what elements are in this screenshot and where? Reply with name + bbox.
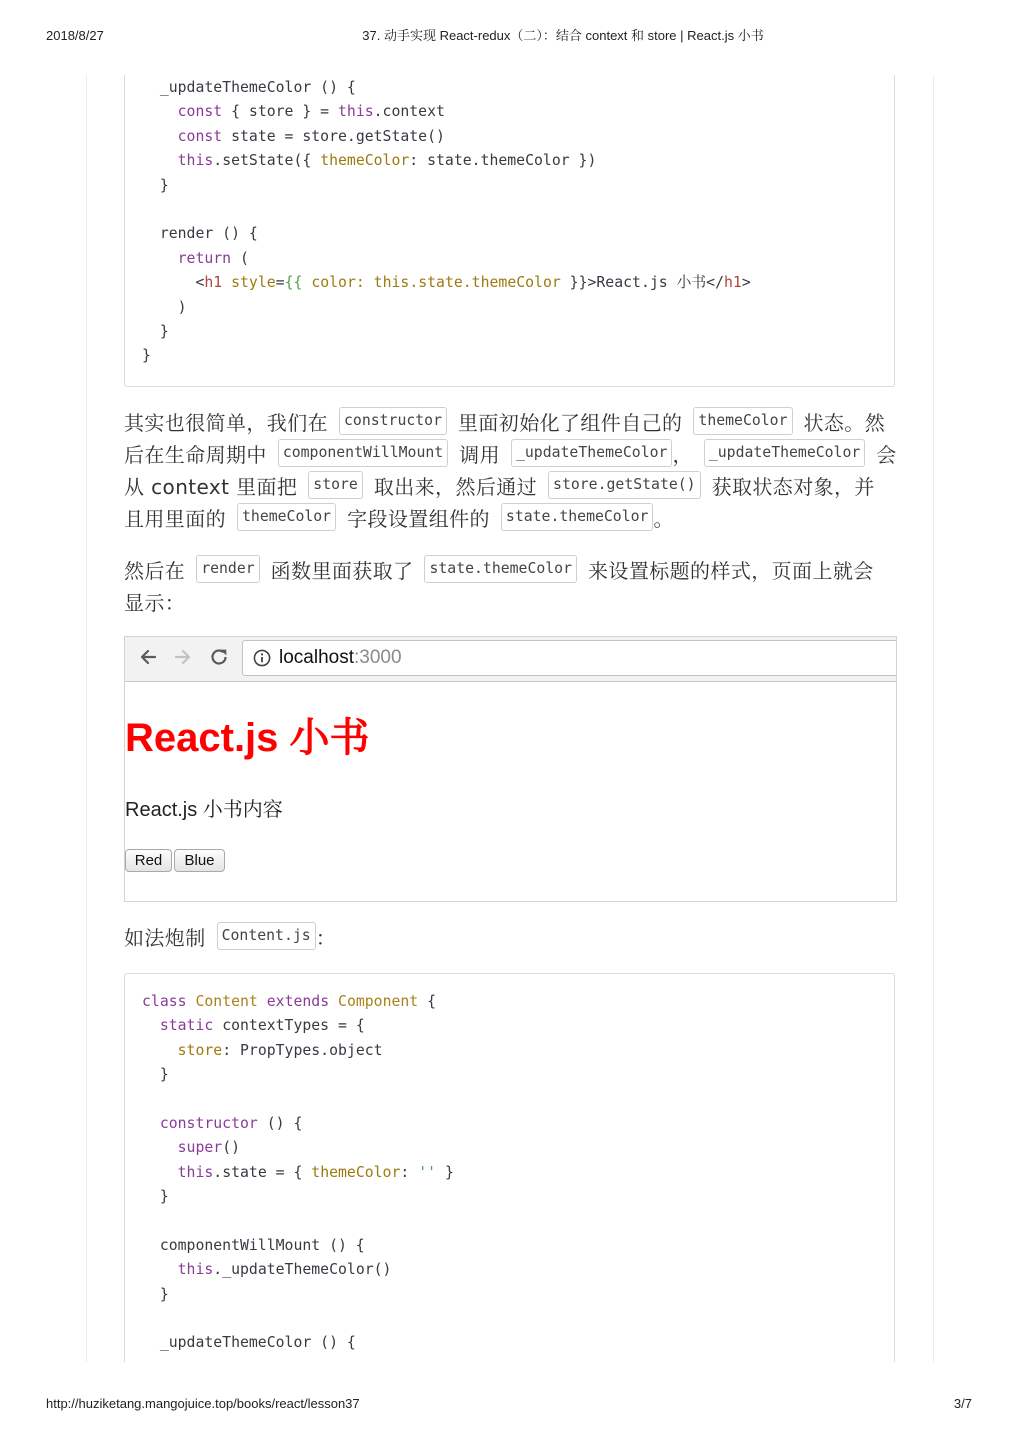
address-url xyxy=(279,641,402,675)
code-text xyxy=(329,993,338,1010)
code-keyword: this xyxy=(177,1261,214,1279)
code-text: < xyxy=(142,274,205,292)
paragraph-line xyxy=(124,501,904,533)
code-keyword: this xyxy=(338,103,374,121)
code-text: state = store.getState() xyxy=(222,127,445,145)
code-line xyxy=(142,1283,877,1307)
code-line xyxy=(142,149,877,173)
code-line xyxy=(142,1112,877,1136)
code-text xyxy=(142,1042,178,1059)
code-line xyxy=(142,1039,877,1063)
code-text: } xyxy=(142,1188,169,1206)
text-segment: 获取状态对象，并 xyxy=(711,474,875,499)
text-segment: 后在生命周期中 xyxy=(124,442,267,467)
text-segment: ： xyxy=(315,925,337,950)
code-text: } xyxy=(142,1285,169,1303)
code-text: ) xyxy=(142,298,187,316)
code-text: _updateThemeColor () { xyxy=(142,79,356,96)
inline-code: constructor xyxy=(339,407,447,435)
code-property: style xyxy=(231,274,276,292)
code-line xyxy=(142,344,877,368)
code-line xyxy=(142,990,877,1014)
code-text xyxy=(258,993,267,1010)
code-text xyxy=(302,274,311,291)
code-keyword: const xyxy=(177,127,223,145)
paragraph xyxy=(124,405,904,533)
code-keyword: static xyxy=(159,1017,214,1035)
code-text: : PropTypes.object xyxy=(222,1041,383,1059)
code-text: ( xyxy=(231,249,249,267)
code-text: .setState({ xyxy=(213,152,321,170)
code-text: () { xyxy=(257,1114,303,1132)
code-property: themeColor xyxy=(311,1163,401,1181)
inline-code: store.getState() xyxy=(548,471,701,499)
code-text xyxy=(142,250,178,267)
code-line xyxy=(142,1088,877,1112)
content-border-right xyxy=(933,75,934,1362)
inline-code: state.themeColor xyxy=(424,555,577,583)
screenshot-red-button: Red xyxy=(125,849,172,872)
code-property: store xyxy=(177,1041,223,1059)
inline-code: themeColor xyxy=(693,407,792,435)
text-segment: 函数里面获取了 xyxy=(270,558,414,583)
code-text: componentWillMount () { xyxy=(142,1236,365,1254)
inline-code: _updateThemeColor xyxy=(511,439,672,467)
code-text: } xyxy=(142,176,169,194)
code-line xyxy=(142,1258,877,1282)
code-text: render () { xyxy=(142,225,258,243)
code-line xyxy=(142,1136,877,1160)
code-keyword: constructor xyxy=(159,1114,258,1132)
code-keyword: return xyxy=(177,249,232,267)
code-keyword: this xyxy=(177,152,214,170)
arrow-left-icon xyxy=(138,647,158,667)
text-segment: 。 xyxy=(653,506,674,531)
code-text: } xyxy=(142,347,151,365)
code-text xyxy=(142,1139,178,1156)
screenshot-blue-button: Blue xyxy=(174,849,225,872)
code-text: { xyxy=(418,993,437,1010)
code-text: _updateThemeColor () { xyxy=(142,1334,356,1352)
code-text: contextTypes = { xyxy=(213,1017,365,1035)
code-keyword: super xyxy=(177,1139,223,1157)
screenshot-heading: React.js 小书 xyxy=(125,716,370,760)
inline-code: themeColor xyxy=(237,503,336,531)
paragraph-line xyxy=(124,469,904,501)
text-segment: 如法炮制 xyxy=(124,925,206,950)
code-line xyxy=(142,125,877,149)
code-line xyxy=(142,271,877,295)
code-text: } xyxy=(436,1163,454,1181)
paragraph-line xyxy=(124,437,904,469)
text-segment: 然后在 xyxy=(124,558,186,583)
address-bar xyxy=(242,640,897,676)
text-segment: 从 context 里面把 xyxy=(124,474,298,499)
arrow-right-icon xyxy=(173,647,193,667)
code-class-name: Component xyxy=(338,993,419,1010)
code-class-name: Content xyxy=(195,993,258,1010)
code-property: themeColor xyxy=(320,152,410,170)
inline-code: componentWillMount xyxy=(278,439,448,467)
page-url-link[interactable]: http://huziketang.mangojuice.top/books/react/lesson37 xyxy=(46,1396,360,1411)
text-segment: 取出来，然后通过 xyxy=(373,474,538,499)
code-line xyxy=(142,1161,877,1185)
text-segment: 调用 xyxy=(459,442,500,467)
paragraph xyxy=(124,920,904,952)
code-line xyxy=(142,198,877,222)
code-string: '' xyxy=(418,1163,437,1181)
code-line xyxy=(142,174,877,198)
code-text xyxy=(142,1261,178,1278)
code-text xyxy=(142,152,178,169)
code-string: {{ xyxy=(284,274,303,292)
code-line xyxy=(142,76,877,100)
code-line xyxy=(142,100,877,124)
code-line xyxy=(142,1331,877,1355)
code-line xyxy=(142,320,877,344)
text-segment: ， xyxy=(672,442,693,467)
code-keyword: this xyxy=(177,1163,214,1181)
code-line xyxy=(142,1063,877,1087)
code-text: } xyxy=(142,322,169,340)
code-keyword: class xyxy=(142,993,187,1010)
code-line xyxy=(142,296,877,320)
content-border-left xyxy=(86,75,87,1362)
code-text: .context xyxy=(373,103,445,121)
code-block xyxy=(124,973,895,1362)
code-text: > xyxy=(741,274,751,292)
code-text xyxy=(142,103,178,120)
text-segment: 其实也很简单，我们在 xyxy=(124,410,328,435)
code-line xyxy=(142,1014,877,1038)
address-port: :3000 xyxy=(354,647,402,668)
text-segment: 会 xyxy=(876,442,897,467)
code-line xyxy=(142,1210,877,1234)
code-line xyxy=(142,222,877,246)
code-text xyxy=(142,1017,160,1034)
text-segment: 状态。然 xyxy=(803,410,886,435)
code-text: }}>React.js 小书</ xyxy=(560,274,724,292)
browser-toolbar xyxy=(125,637,896,682)
code-line xyxy=(142,1307,877,1331)
inline-code: Content.js xyxy=(217,922,316,950)
code-text: { store } = xyxy=(222,103,338,121)
code-text: ._updateThemeColor() xyxy=(213,1261,392,1279)
code-block xyxy=(124,75,895,387)
paragraph-line xyxy=(124,920,904,952)
code-property: color: this.state.themeColor xyxy=(311,274,561,292)
paragraph xyxy=(124,553,904,617)
code-line xyxy=(142,1185,877,1209)
code-tag-name: h1 xyxy=(204,274,223,292)
paragraph-line xyxy=(124,405,904,437)
paragraph-line xyxy=(124,585,904,617)
paragraph-line xyxy=(124,553,904,585)
code-text: () xyxy=(222,1139,241,1157)
inline-code: store xyxy=(308,471,363,499)
reload-icon xyxy=(209,647,229,667)
code-keyword: extends xyxy=(266,993,330,1010)
code-keyword: const xyxy=(177,103,223,121)
code-text: = xyxy=(275,274,285,292)
code-line xyxy=(142,247,877,271)
print-date: 2018/8/27 xyxy=(46,28,104,43)
code-tag-name: h1 xyxy=(724,274,742,292)
code-line xyxy=(142,1234,877,1258)
address-host: localhost xyxy=(279,647,354,668)
code-text: .state = { xyxy=(213,1163,312,1181)
code-text xyxy=(222,274,231,291)
code-text: : xyxy=(400,1163,419,1181)
browser-screenshot xyxy=(124,636,897,902)
text-segment: 显示： xyxy=(124,590,186,615)
code-text xyxy=(142,128,178,145)
text-segment: 来设置标题的样式，页面上就会 xyxy=(588,558,874,583)
page-number: 3/7 xyxy=(953,1396,972,1411)
inline-code: render xyxy=(196,555,259,583)
text-segment: 里面初始化了组件自己的 xyxy=(458,410,683,435)
screenshot-content-text: React.js 小书内容 xyxy=(125,799,283,821)
code-text xyxy=(142,1115,160,1132)
code-text: } xyxy=(142,1066,169,1084)
text-segment: 字段设置组件的 xyxy=(347,506,490,531)
code-text: : state.themeColor }) xyxy=(409,152,597,170)
info-icon xyxy=(253,649,271,667)
inline-code: state.themeColor xyxy=(501,503,654,531)
text-segment: 且用里面的 xyxy=(124,506,226,531)
inline-code: _updateThemeColor xyxy=(704,439,865,467)
page-title: 37. 动手实现 React-redux（二）：结合 context 和 store | React.js 小书 xyxy=(362,28,764,43)
code-text xyxy=(142,1164,178,1181)
